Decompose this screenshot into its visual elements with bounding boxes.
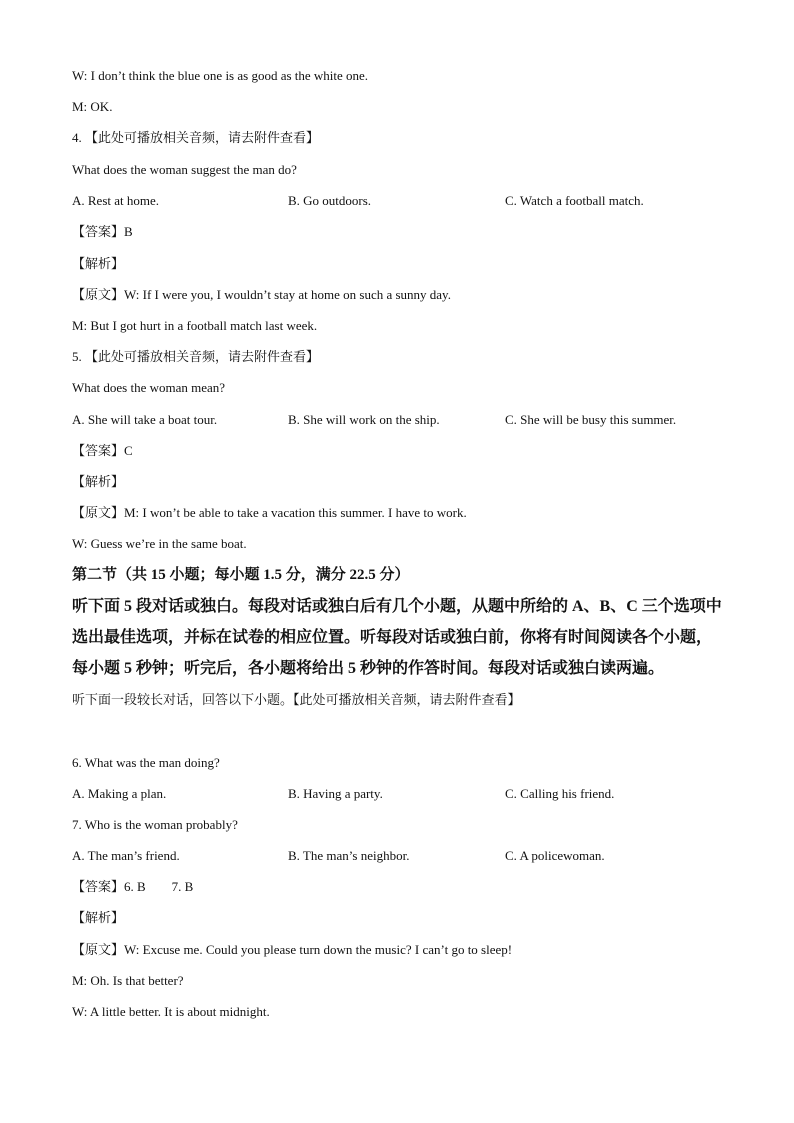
option-a: A. Rest at home. xyxy=(72,193,160,208)
transcript-line: M: Oh. Is that better? xyxy=(72,973,184,988)
question-header: 4. 【此处可播放相关音频，请去附件查看】 xyxy=(72,130,320,145)
option-a: A. She will take a boat tour. xyxy=(72,412,218,427)
option-b: B. Go outdoors. xyxy=(288,193,372,208)
option-b: B. Having a party. xyxy=(288,786,383,801)
question-header: 5. 【此处可播放相关音频，请去附件查看】 xyxy=(72,349,320,364)
analysis-label: 【解析】 xyxy=(72,910,125,925)
transcript-line: W: Guess we’re in the same boat. xyxy=(72,536,247,551)
question-text: 7. Who is the woman probably? xyxy=(72,817,238,832)
option-c: C. A policewoman. xyxy=(505,848,605,863)
option-c: C. She will be busy this summer. xyxy=(505,412,677,427)
section-title: 第二节（共 15 小题；每小题 1.5 分，满分 22.5 分） xyxy=(72,567,410,583)
option-a: A. The man’s friend. xyxy=(72,848,180,863)
answer: 【答案】B xyxy=(72,224,133,239)
option-c: C. Calling his friend. xyxy=(505,786,615,801)
option-b: B. She will work on the ship. xyxy=(288,412,440,427)
listen-note: 听下面一段较长对话，回答以下小题。【此处可播放相关音频，请去附件查看】 xyxy=(72,692,521,707)
transcript-line: M: But I got hurt in a football match last week. xyxy=(72,318,318,333)
option-a: A. Making a plan. xyxy=(72,786,167,801)
answer: 【答案】C xyxy=(72,443,133,458)
transcript-line: 【原文】W: If I were you, I wouldn’t stay at home on such a sunny day. xyxy=(72,287,451,302)
instruction-line: 选出最佳选项，并标在试卷的相应位置。听每段对话或独白前，你将有时间阅读各个小题， xyxy=(72,629,713,646)
instruction-line: 每小题 5 秒钟；听完后，各小题将给出 5 秒钟的作答时间。每段对话或独白读两遍。 xyxy=(72,660,665,677)
analysis-label: 【解析】 xyxy=(72,256,125,271)
question-text: 6. What was the man doing? xyxy=(72,755,220,770)
transcript-line: 【原文】W: Excuse me. Could you please turn down the music? I can’t go to sleep! xyxy=(72,942,513,957)
option-c: C. Watch a football match. xyxy=(505,193,644,208)
answer: 【答案】6. B 7. B xyxy=(72,879,194,894)
option-b: B. The man’s neighbor. xyxy=(288,848,410,863)
question-text: What does the woman suggest the man do? xyxy=(72,162,297,177)
transcript-line: 【原文】M: I won’t be able to take a vacation this summer. I have to work. xyxy=(72,505,467,520)
dialogue-line: W: I don’t think the blue one is as good as the white one. xyxy=(72,68,369,83)
transcript-line: W: A little better. It is about midnight. xyxy=(72,1004,270,1019)
question-text: What does the woman mean? xyxy=(72,380,226,395)
instruction-line: 听下面 5 段对话或独白。每段对话或独白后有几个小题，从题中所给的 A、B、C 三个选项中 xyxy=(72,598,722,615)
analysis-label: 【解析】 xyxy=(72,474,125,489)
dialogue-line: M: OK. xyxy=(72,99,113,114)
